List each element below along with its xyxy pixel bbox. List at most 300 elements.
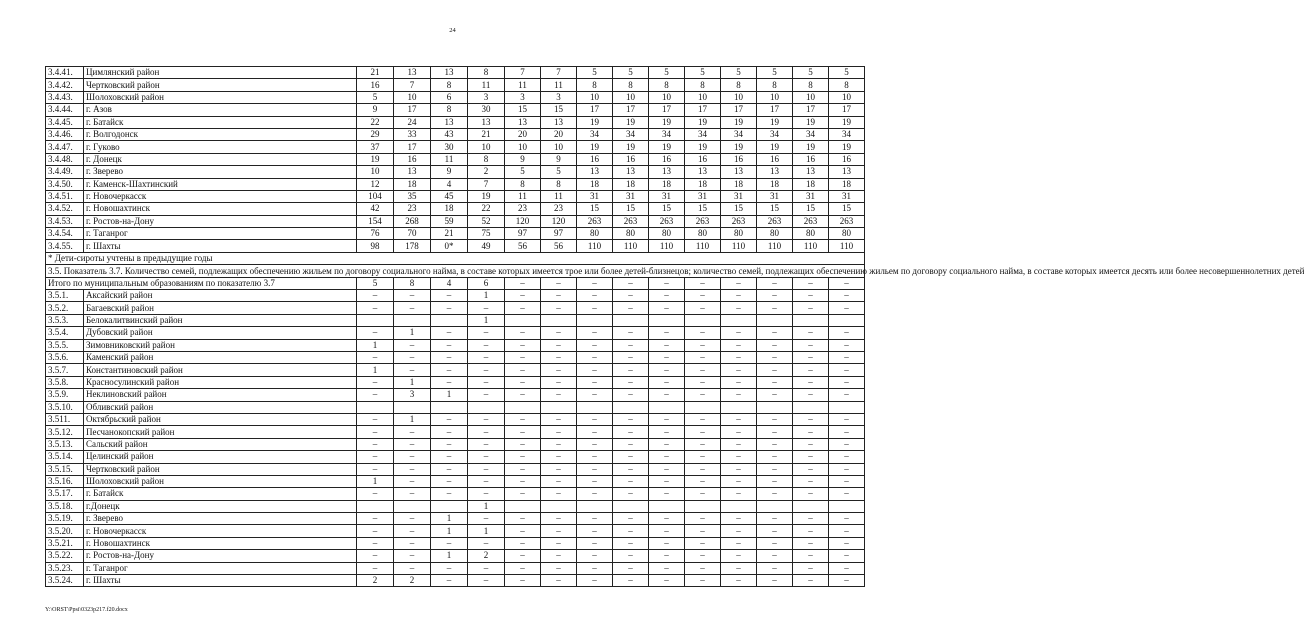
row-code: 3.4.49. <box>46 166 84 178</box>
row-value <box>505 401 541 413</box>
row-value: – <box>577 463 613 475</box>
row-value: – <box>829 463 865 475</box>
table-row <box>46 525 865 537</box>
footer-file-path: Y:\ORST\Ppsi\0323p217.f20.docx <box>45 607 128 613</box>
row-value: – <box>757 364 793 376</box>
row-value <box>357 401 394 413</box>
row-value: – <box>793 351 829 363</box>
row-value: 23 <box>541 203 577 215</box>
row-value: 13 <box>757 166 793 178</box>
row-value: – <box>357 463 394 475</box>
row-value: – <box>505 475 541 487</box>
row-value: – <box>468 562 505 574</box>
row-value: 17 <box>721 104 757 116</box>
row-value: – <box>468 537 505 549</box>
row-value: 80 <box>577 228 613 240</box>
row-value: 16 <box>757 153 793 165</box>
row-value: – <box>685 339 721 351</box>
row-value: – <box>685 438 721 450</box>
row-value: – <box>685 575 721 587</box>
row-value: – <box>357 389 394 401</box>
row-value: – <box>757 525 793 537</box>
row-value: – <box>685 488 721 500</box>
row-value: – <box>468 302 505 314</box>
row-value: – <box>505 376 541 388</box>
row-value: 21 <box>357 67 394 79</box>
table-row <box>46 240 865 252</box>
table-row <box>46 537 865 549</box>
row-value: – <box>541 389 577 401</box>
row-value: – <box>468 475 505 487</box>
total-label: Итого по муниципальным образованиям по показателю 3.7 <box>46 277 357 289</box>
row-value: 80 <box>685 228 721 240</box>
row-value: 1 <box>357 364 394 376</box>
row-value: 8 <box>757 79 793 91</box>
row-value: – <box>577 376 613 388</box>
row-value: 19 <box>721 141 757 153</box>
row-code: 3.5.21. <box>46 537 84 549</box>
row-value: – <box>829 327 865 339</box>
row-value: 19 <box>577 141 613 153</box>
row-value: 34 <box>757 128 793 140</box>
row-value: 8 <box>431 79 468 91</box>
row-value: – <box>757 451 793 463</box>
row-value <box>685 500 721 512</box>
row-name: Белокалитвинский район <box>84 314 357 326</box>
row-value: – <box>577 525 613 537</box>
row-code: 3.5.16. <box>46 475 84 487</box>
row-value: – <box>613 575 649 587</box>
row-value: – <box>468 351 505 363</box>
row-value: – <box>757 413 793 425</box>
row-value: 7 <box>505 67 541 79</box>
row-value: 15 <box>829 203 865 215</box>
row-value: – <box>757 290 793 302</box>
row-value: – <box>757 389 793 401</box>
row-value: – <box>431 290 468 302</box>
row-value: – <box>793 537 829 549</box>
row-value: 110 <box>829 240 865 252</box>
row-value: – <box>649 426 685 438</box>
row-value: 19 <box>721 116 757 128</box>
row-value: – <box>357 302 394 314</box>
row-value: 6 <box>431 91 468 103</box>
row-value: 10 <box>829 91 865 103</box>
row-value <box>394 401 431 413</box>
row-value: 110 <box>721 240 757 252</box>
row-value: 56 <box>505 240 541 252</box>
row-value: – <box>757 562 793 574</box>
row-value: – <box>793 513 829 525</box>
table-row <box>46 228 865 240</box>
row-value: – <box>829 451 865 463</box>
row-value: 13 <box>577 166 613 178</box>
row-value: 23 <box>505 203 541 215</box>
row-value: – <box>541 426 577 438</box>
row-name: Багаевский район <box>84 302 357 314</box>
total-value: – <box>829 277 865 289</box>
row-value: – <box>649 575 685 587</box>
row-value: – <box>793 339 829 351</box>
row-code: 3.5.9. <box>46 389 84 401</box>
row-value: – <box>394 550 431 562</box>
table-row <box>46 327 865 339</box>
row-name: г. Батайск <box>84 488 357 500</box>
row-value: 18 <box>577 178 613 190</box>
row-value: 11 <box>541 79 577 91</box>
row-value: – <box>505 426 541 438</box>
row-value: – <box>577 302 613 314</box>
table-row <box>46 475 865 487</box>
row-code: 3.4.43. <box>46 91 84 103</box>
row-value <box>757 314 793 326</box>
row-value: – <box>829 364 865 376</box>
row-value: – <box>468 488 505 500</box>
row-value: – <box>541 537 577 549</box>
row-value: 5 <box>757 67 793 79</box>
row-code: 3.4.51. <box>46 190 84 202</box>
row-value: 4 <box>431 178 468 190</box>
row-value: – <box>721 562 757 574</box>
row-value: – <box>577 513 613 525</box>
row-value: – <box>613 562 649 574</box>
row-value: – <box>577 290 613 302</box>
row-value: 80 <box>613 228 649 240</box>
row-value: – <box>757 339 793 351</box>
row-value: 10 <box>357 166 394 178</box>
table-row <box>46 116 865 128</box>
row-value: 19 <box>829 141 865 153</box>
row-value: 18 <box>829 178 865 190</box>
row-value: – <box>431 463 468 475</box>
row-code: 3.4.47. <box>46 141 84 153</box>
row-value: – <box>721 413 757 425</box>
row-code: 3.5.6. <box>46 351 84 363</box>
row-name: г. Ростов-на-Дону <box>84 215 357 227</box>
row-code: 3.5.18. <box>46 500 84 512</box>
table-row <box>46 376 865 388</box>
row-value: – <box>505 550 541 562</box>
table-row <box>46 562 865 574</box>
row-code: 3.4.52. <box>46 203 84 215</box>
row-value: 13 <box>394 166 431 178</box>
row-value: 9 <box>357 104 394 116</box>
row-value: – <box>468 426 505 438</box>
row-value: – <box>541 438 577 450</box>
table-row <box>46 401 865 413</box>
row-value <box>649 500 685 512</box>
row-value: – <box>613 364 649 376</box>
row-value: – <box>613 339 649 351</box>
row-value: – <box>685 562 721 574</box>
row-value: 80 <box>649 228 685 240</box>
row-value: 19 <box>757 116 793 128</box>
row-value: – <box>394 475 431 487</box>
row-name: г. Шахты <box>84 575 357 587</box>
row-value: 11 <box>431 153 468 165</box>
row-value: – <box>505 525 541 537</box>
row-value: 97 <box>505 228 541 240</box>
row-value: 19 <box>685 116 721 128</box>
row-value: – <box>357 562 394 574</box>
row-value: 31 <box>757 190 793 202</box>
row-value: – <box>357 537 394 549</box>
row-value: – <box>394 463 431 475</box>
total-value: 5 <box>357 277 394 289</box>
row-value: 21 <box>468 128 505 140</box>
row-value: – <box>685 463 721 475</box>
row-value: – <box>505 537 541 549</box>
row-value <box>829 401 865 413</box>
row-value: – <box>468 389 505 401</box>
row-value: 8 <box>468 153 505 165</box>
row-value: – <box>649 302 685 314</box>
row-name: Константиновский район <box>84 364 357 376</box>
row-name: г. Донецк <box>84 153 357 165</box>
row-value: 7 <box>468 178 505 190</box>
table-row <box>46 91 865 103</box>
row-value: – <box>468 327 505 339</box>
row-value: – <box>829 351 865 363</box>
table-row <box>46 426 865 438</box>
row-value: 12 <box>357 178 394 190</box>
table-row <box>46 290 865 302</box>
row-value: 8 <box>793 79 829 91</box>
row-value: – <box>431 562 468 574</box>
row-value: – <box>431 339 468 351</box>
row-value: – <box>541 475 577 487</box>
row-value: – <box>577 562 613 574</box>
row-value: 19 <box>577 116 613 128</box>
row-value: 10 <box>613 91 649 103</box>
row-value <box>577 314 613 326</box>
row-value: – <box>613 438 649 450</box>
row-value: – <box>685 513 721 525</box>
row-value: – <box>757 327 793 339</box>
row-value: 2 <box>468 166 505 178</box>
row-value: 18 <box>394 178 431 190</box>
row-value: 11 <box>505 79 541 91</box>
row-value: – <box>577 389 613 401</box>
total-value: 4 <box>431 277 468 289</box>
row-value: 13 <box>793 166 829 178</box>
row-value: 1 <box>394 327 431 339</box>
row-name: г. Азов <box>84 104 357 116</box>
row-value: – <box>468 438 505 450</box>
row-value: 31 <box>685 190 721 202</box>
row-value: – <box>685 376 721 388</box>
row-value: 18 <box>431 203 468 215</box>
row-value <box>793 500 829 512</box>
table-row <box>46 215 865 227</box>
row-value: 1 <box>468 500 505 512</box>
row-value: 10 <box>721 91 757 103</box>
row-name: г. Батайск <box>84 116 357 128</box>
row-value: 31 <box>829 190 865 202</box>
row-value: 263 <box>685 215 721 227</box>
row-value: – <box>613 537 649 549</box>
table-row <box>46 488 865 500</box>
row-value <box>357 500 394 512</box>
row-value: – <box>757 550 793 562</box>
row-value: 16 <box>685 153 721 165</box>
section-caption-row <box>46 265 865 277</box>
row-name: г. Новочеркасск <box>84 525 357 537</box>
row-value: – <box>505 562 541 574</box>
row-value: 15 <box>793 203 829 215</box>
total-value: – <box>541 277 577 289</box>
row-value: – <box>505 302 541 314</box>
row-value: – <box>468 413 505 425</box>
row-value: – <box>541 451 577 463</box>
row-value: 34 <box>649 128 685 140</box>
row-value: 1 <box>468 314 505 326</box>
row-value: – <box>541 550 577 562</box>
row-value: – <box>721 451 757 463</box>
row-value: – <box>394 562 431 574</box>
row-value: 8 <box>829 79 865 91</box>
row-value: – <box>829 290 865 302</box>
table-row <box>46 128 865 140</box>
row-value: 3 <box>541 91 577 103</box>
row-value: 1 <box>468 290 505 302</box>
row-value: 18 <box>757 178 793 190</box>
row-name: Октябрьский район <box>84 413 357 425</box>
row-value <box>685 314 721 326</box>
row-value: – <box>431 302 468 314</box>
row-value: 5 <box>357 91 394 103</box>
row-value: 13 <box>431 67 468 79</box>
row-value: 1 <box>431 525 468 537</box>
table-row <box>46 575 865 587</box>
row-value: – <box>541 351 577 363</box>
row-value <box>793 314 829 326</box>
row-value: – <box>685 537 721 549</box>
row-value: – <box>541 290 577 302</box>
row-value: – <box>721 339 757 351</box>
row-value: – <box>685 550 721 562</box>
total-value: 6 <box>468 277 505 289</box>
row-value: 16 <box>577 153 613 165</box>
row-value: 8 <box>613 79 649 91</box>
row-value: – <box>649 438 685 450</box>
row-value: – <box>394 351 431 363</box>
row-value: – <box>613 451 649 463</box>
row-value: – <box>649 413 685 425</box>
row-value <box>431 314 468 326</box>
row-value: – <box>649 525 685 537</box>
row-value: 5 <box>685 67 721 79</box>
row-value: – <box>793 488 829 500</box>
total-value: – <box>685 277 721 289</box>
row-value: 97 <box>541 228 577 240</box>
row-value: – <box>505 575 541 587</box>
row-value: – <box>721 302 757 314</box>
row-value: – <box>721 290 757 302</box>
row-value: 31 <box>649 190 685 202</box>
row-value: 37 <box>357 141 394 153</box>
row-code: 3.5.10. <box>46 401 84 413</box>
section-b-rows <box>46 290 865 587</box>
row-value: – <box>793 327 829 339</box>
row-name: г. Ростов-на-Дону <box>84 550 357 562</box>
row-value: 3 <box>468 91 505 103</box>
row-value: 19 <box>793 141 829 153</box>
row-value: – <box>541 413 577 425</box>
row-value: 16 <box>394 153 431 165</box>
row-value: 17 <box>793 104 829 116</box>
row-value: – <box>613 513 649 525</box>
row-code: 3.5.1. <box>46 290 84 302</box>
row-code: 3.4.48. <box>46 153 84 165</box>
row-value: – <box>721 475 757 487</box>
row-value: 80 <box>721 228 757 240</box>
row-value: – <box>577 339 613 351</box>
row-value: – <box>649 488 685 500</box>
row-value: – <box>541 525 577 537</box>
row-value: – <box>541 327 577 339</box>
row-value: 49 <box>468 240 505 252</box>
row-value: – <box>613 302 649 314</box>
table-row <box>46 79 865 91</box>
row-value: – <box>829 525 865 537</box>
row-value: 263 <box>649 215 685 227</box>
row-value: – <box>541 513 577 525</box>
row-code: 3.5.5. <box>46 339 84 351</box>
row-value: – <box>431 575 468 587</box>
row-value: 1 <box>357 339 394 351</box>
row-name: Чертковский район <box>84 79 357 91</box>
row-value <box>357 314 394 326</box>
row-value: 13 <box>394 67 431 79</box>
row-value: – <box>394 438 431 450</box>
row-value: – <box>685 351 721 363</box>
row-value: – <box>829 562 865 574</box>
row-name: Шолоховский район <box>84 91 357 103</box>
row-value: 19 <box>685 141 721 153</box>
footnote: * Дети-сироты учтены в предыдущие годы <box>46 252 865 264</box>
row-value: – <box>613 413 649 425</box>
row-code: 3.4.54. <box>46 228 84 240</box>
row-name: г. Новочеркасск <box>84 190 357 202</box>
row-value <box>721 314 757 326</box>
row-code: 3.4.41. <box>46 67 84 79</box>
row-value <box>721 401 757 413</box>
row-value: – <box>357 413 394 425</box>
row-value: 34 <box>721 128 757 140</box>
row-value: – <box>685 364 721 376</box>
row-value: – <box>357 451 394 463</box>
table-row <box>46 314 865 326</box>
row-value: – <box>357 376 394 388</box>
table-row <box>46 67 865 79</box>
row-value <box>829 314 865 326</box>
row-value: – <box>431 413 468 425</box>
row-value: – <box>541 562 577 574</box>
row-value: – <box>394 290 431 302</box>
row-value: 9 <box>541 153 577 165</box>
row-code: 3.5.20. <box>46 525 84 537</box>
row-name: г. Новошахтинск <box>84 537 357 549</box>
row-value: 8 <box>468 67 505 79</box>
row-value: – <box>394 426 431 438</box>
row-value: – <box>468 575 505 587</box>
row-value: 19 <box>649 116 685 128</box>
row-value: – <box>431 351 468 363</box>
row-value: – <box>468 513 505 525</box>
row-value <box>685 401 721 413</box>
row-name: г. Шахты <box>84 240 357 252</box>
